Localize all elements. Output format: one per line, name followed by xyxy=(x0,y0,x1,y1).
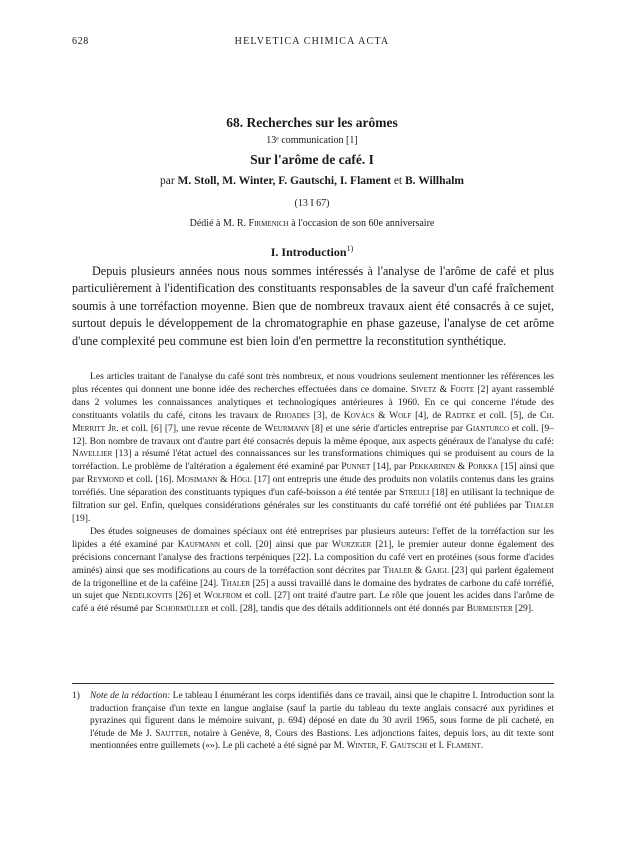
section-heading xyxy=(72,244,552,260)
author-names-2: B. Willhalm xyxy=(405,175,465,187)
text-run: Les articles traitant de l'analyse du café sont très nombreux, et nous voudrions seulement mentionner les références les plus récentes qui donnent une bonne idée des recherches effectuées dans ce domaine. xyxy=(72,371,554,395)
article-title: 68. Recherches sur les arômes xyxy=(226,115,398,130)
author-ref: Nedelkovits xyxy=(121,590,173,602)
footnote-lead: Note de la rédaction: xyxy=(90,691,171,701)
received-date: (13 I 67) xyxy=(294,198,330,209)
text-run: Le tableau I énumérant les corps identifiés dans ce travail, ainsi que le chapitre I. Introduction sont la traduction française d'un texte en langue anglaise (sauf la partie du tableau du texte anglais consacré aux pyridines et pyrazines qui figurent dans le mémoire suivant, p. 694) déposé en date du 30 avril 1965, sous forme de pli cacheté, en l'étude de Me J. xyxy=(90,691,554,739)
text-run: [13] a résumé l'état actuel des connaissances sur les transformations chimiques qui se produisent au cours de la torréfaction. Le problème de l'altération a également été examiné par xyxy=(72,448,554,473)
text-run: [25] a aussi travaillé dans le domaine des hydrates de carbone du café torréfié, un sujet que xyxy=(72,577,554,602)
author-ref: Gianturco xyxy=(465,422,510,434)
text-run: [19]. xyxy=(72,512,91,524)
author-ref: Reymond xyxy=(86,474,124,486)
author-ref: Wurziger xyxy=(331,538,372,550)
text-run: [17] ont entrepris une étude des produits non volatils contenus dans les grains torréfiés. Une séparation des constituants typiques d'un café-boisson a été tentée par xyxy=(72,474,555,499)
author-ref: Winter, F. Gautschi xyxy=(346,741,428,752)
section-heading-text: I. Introduction xyxy=(270,245,347,259)
author-ref: Ch. Merritt Jr. xyxy=(72,409,555,434)
author-ref: Radtke xyxy=(445,409,476,421)
text-run: , notaire à Genève, 8, Cours des Bastions. Les adjonctions faites, depuis lors, au dit texte sont mentionnées entre guillemets («»). Le pli cacheté a été signé par M. xyxy=(90,728,555,752)
author-ref: Thaler xyxy=(220,577,251,589)
text-run: . xyxy=(480,741,484,752)
author-ref: Sautter xyxy=(155,728,189,739)
text-run: [21], le premier auteur donne également des précisions concernant l'analyse des fractions terpéniques [22]. La composition du café vert en protéines (sous forme d'acides aminés) ainsi que ses modifications au cours de la torréfaction sont décrites par xyxy=(72,538,555,576)
article-title2: Sur l'arôme de café. I xyxy=(250,152,374,167)
text-run: [26] et xyxy=(172,590,204,602)
author-ref: Streuli xyxy=(399,487,430,499)
author-ref: Rhoades xyxy=(275,409,310,421)
author-ref: Thaler & Gaigl xyxy=(382,564,449,576)
footnote-divider xyxy=(72,683,554,684)
author-ref: Flament xyxy=(446,741,481,752)
text-run: [29]. xyxy=(512,603,534,615)
text-run: et coll. [27] ont traité d'autre part. Le rôle que jouent les acides dans l'arôme de café a été résumé par xyxy=(72,590,554,615)
text-run: Des études soigneuses de domaines spéciaux ont été entreprises par plusieurs auteurs: l'effet de la torréfaction sur les lipides a été examiné par xyxy=(72,525,554,550)
text-run: [15] ainsi que par xyxy=(72,461,554,486)
text-run: [3], de xyxy=(309,409,344,421)
text-run: [23] qui parlent également de la trigonelline et de la caféine [24]. xyxy=(72,564,554,589)
dedication-name: Firmenich xyxy=(248,218,289,229)
body-small-text xyxy=(72,371,554,616)
text-run: [18] en utilisant la technique de filtration sur gel. Enfin, quelques considérations générales sur les constituants du café torréfié ont été publiées par xyxy=(72,487,554,512)
authors-prefix: par xyxy=(159,175,178,187)
authors-joiner: et xyxy=(390,175,405,187)
running-head xyxy=(72,36,552,50)
section-heading-note: 1) xyxy=(346,244,354,253)
text-run: et coll. [16]. xyxy=(123,474,177,486)
author-ref: Kaufmann xyxy=(177,538,221,550)
text-run: et coll. [9–12]. Bon nombre de travaux ont d'autre part été consacrés depuis la même époque, aux aspects généraux de l'analyse du café: xyxy=(72,422,554,447)
author-ref: Wolfrom xyxy=(203,590,242,602)
author-ref: Mosimann & Högl xyxy=(176,474,252,486)
authors-line xyxy=(72,175,552,187)
footnote-mark: 1) xyxy=(72,691,80,701)
page-number: 628 xyxy=(72,36,89,47)
author-ref: Schormüller xyxy=(155,603,209,615)
text-run: [4], de xyxy=(411,409,446,421)
text-run: [8] et une série d'articles entreprise par xyxy=(308,422,466,434)
dedication-suffix: à l'occasion de son 60e anniversaire xyxy=(288,218,435,229)
author-ref: Weurmann xyxy=(264,422,309,434)
author-ref: Burmeister xyxy=(466,603,513,615)
author-ref: Pekkarinen & Porkka xyxy=(408,461,499,473)
text-run: et I. xyxy=(427,741,447,752)
text-run: [2] ayant rassemblé dans 2 volumes les connaissances analytiques et technologiques antérieures à 1960. En ce qui concerne l'étude des constituants volatils du café, citons les travaux de xyxy=(72,383,555,421)
author-ref: Kovács & Wolf xyxy=(343,409,412,421)
text-run: [14], par xyxy=(370,461,409,473)
dedication xyxy=(72,218,552,229)
author-names-1: M. Stoll, M. Winter, F. Gautschi, I. Flament xyxy=(177,175,391,187)
intro-paragraph: Depuis plusieurs années nous nous sommes intéressés à l'analyse de l'arôme de café et plus particulièrement à l'identification des constituants responsables de la saveur d'un café fraîchement soumis à une torréfaction moyenne. Bien que de nombreux travaux aient été consacrés à ce sujet, surtout depuis le développement de la chromatographie en phase gazeuse, l'analyse de cet arôme d'une complexité peu commune est bien loin d'en permettre la reconstitution synthétique. xyxy=(72,264,554,348)
text-run: et coll. [20] ainsi que par xyxy=(220,538,332,550)
author-ref: Navellier xyxy=(72,448,113,460)
author-ref: Sivetz & Foote xyxy=(410,383,475,395)
paragraph-special-studies xyxy=(72,526,554,616)
journal-name: HELVETICA CHIMICA ACTA xyxy=(234,36,390,47)
text-run: et coll. [28], tandis que des détails additionnels ont été donnés par xyxy=(208,603,467,615)
footnote-body xyxy=(90,690,554,753)
paragraph-references xyxy=(72,371,554,526)
article-subtitle: 13ᵉ communication [1] xyxy=(266,135,358,146)
author-ref: Thaler xyxy=(524,500,554,512)
text-run: et coll. [6] [7], une revue récente de xyxy=(118,422,265,434)
text-run: et coll. [5], de xyxy=(475,409,541,421)
dedication-prefix: Dédié à M. R. xyxy=(189,218,249,229)
author-ref: Punnet xyxy=(341,461,371,473)
footnote xyxy=(72,690,554,753)
